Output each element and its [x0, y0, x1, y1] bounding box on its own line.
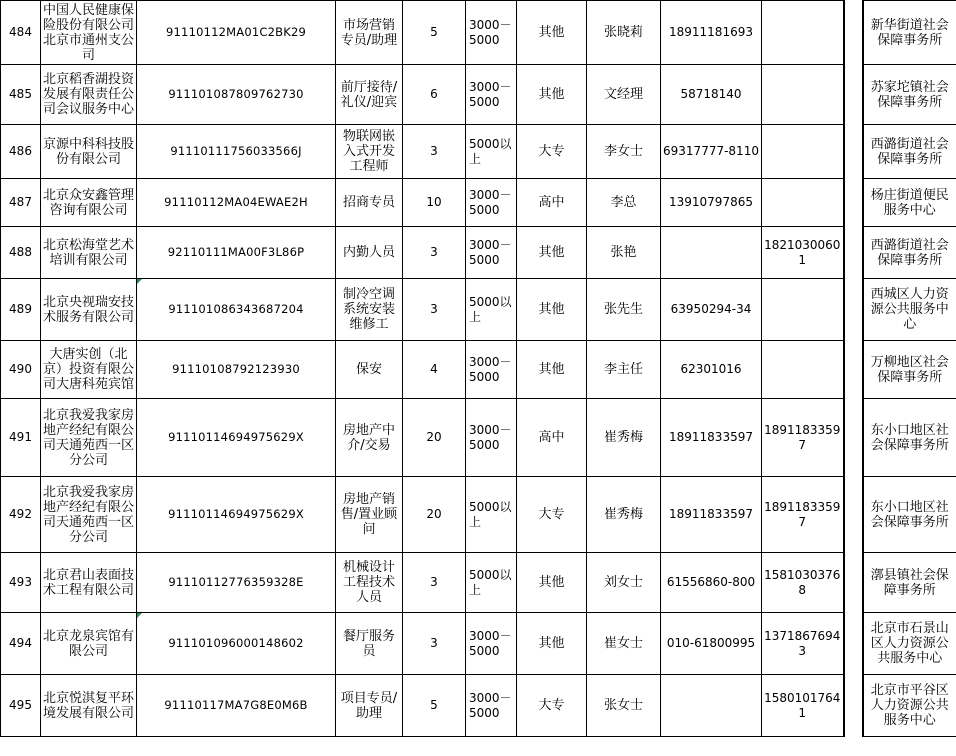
salary-cell[interactable]	[466, 1, 517, 65]
credit-code-cell[interactable]	[137, 179, 336, 227]
position-cell[interactable]	[336, 399, 403, 477]
cell-text: 3000－5000	[469, 187, 512, 217]
cell-text: 机械设计工程技术人员	[342, 560, 395, 605]
cell-text: 大专	[538, 144, 565, 159]
credit-code-cell[interactable]	[137, 399, 336, 477]
cell-text: 崔秀梅	[603, 507, 643, 522]
cell-text: 488	[9, 245, 32, 259]
cell-text: 崔秀梅	[603, 430, 643, 445]
service-office-cell[interactable]	[863, 1, 956, 65]
mobile-cell[interactable]	[762, 399, 844, 477]
position-cell[interactable]	[336, 675, 403, 737]
blank-column-cell[interactable]	[844, 477, 863, 553]
mobile-cell[interactable]	[762, 1, 844, 65]
education-cell[interactable]	[517, 675, 587, 737]
contact-person-cell[interactable]	[587, 399, 661, 477]
table-row	[1, 179, 956, 227]
contact-person-cell[interactable]	[587, 675, 661, 737]
company-name-cell[interactable]	[41, 553, 137, 613]
cell-text: 李女士	[603, 144, 643, 159]
cell-text: 91110114694975629X	[168, 430, 304, 444]
cell-text: 18911833597	[764, 422, 841, 452]
education-cell[interactable]	[517, 227, 587, 279]
cell-text: 911101086343687204	[168, 302, 304, 316]
service-office-cell[interactable]	[863, 341, 956, 399]
cell-text: 崔女士	[603, 636, 643, 651]
phone-cell[interactable]	[661, 613, 762, 675]
education-cell[interactable]	[517, 65, 587, 125]
position-cell[interactable]	[336, 341, 403, 399]
row-number-cell[interactable]	[1, 125, 41, 179]
cell-text: 李总	[610, 195, 637, 210]
cell-text: 13910797865	[669, 195, 753, 209]
blank-column-cell[interactable]	[844, 341, 863, 399]
row-number-cell[interactable]	[1, 477, 41, 553]
cell-comment-marker-icon	[137, 279, 142, 284]
education-cell[interactable]	[517, 477, 587, 553]
cell-text: 494	[9, 636, 32, 650]
table-row	[1, 125, 956, 179]
cell-text: 张艳	[610, 245, 637, 260]
cell-text: 911101087809762730	[168, 87, 304, 101]
cell-text: 5000以上	[469, 136, 512, 166]
company-name-cell[interactable]	[41, 1, 137, 65]
position-cell[interactable]	[336, 125, 403, 179]
table-row	[1, 477, 956, 553]
contact-person-cell[interactable]	[587, 179, 661, 227]
cell-text: 李主任	[603, 362, 643, 377]
cell-text: 张先生	[603, 302, 643, 317]
cell-text: 15810303768	[764, 567, 841, 597]
cell-text: 18911181693	[669, 25, 753, 39]
phone-cell[interactable]	[661, 399, 762, 477]
cell-text: 3000－5000	[469, 237, 512, 267]
cell-text: 其他	[538, 25, 565, 40]
salary-cell[interactable]	[466, 553, 517, 613]
headcount-cell[interactable]	[403, 399, 466, 477]
blank-column-cell[interactable]	[844, 65, 863, 125]
row-number-cell[interactable]	[1, 553, 41, 613]
table-row	[1, 227, 956, 279]
cell-text: 493	[9, 575, 32, 589]
headcount-cell[interactable]	[403, 613, 466, 675]
salary-cell[interactable]	[466, 675, 517, 737]
salary-cell[interactable]	[466, 613, 517, 675]
company-name-cell[interactable]	[41, 477, 137, 553]
cell-text: 18911833597	[669, 507, 753, 521]
table-row	[1, 65, 956, 125]
cell-text: 其他	[538, 575, 565, 590]
contact-person-cell[interactable]	[587, 613, 661, 675]
table-row	[1, 675, 956, 737]
cell-text: 东小口地区社会保障事务所	[870, 499, 949, 530]
mobile-cell[interactable]	[762, 227, 844, 279]
cell-text: 495	[9, 698, 32, 712]
phone-cell[interactable]	[661, 1, 762, 65]
cell-text: 20	[426, 430, 442, 444]
cell-text: 其他	[538, 362, 565, 377]
cell-text: 5	[430, 698, 438, 712]
phone-cell[interactable]	[661, 553, 762, 613]
cell-text: 北京悦淇复平环境发展有限公司	[42, 690, 134, 721]
cell-text: 大唐实创（北京）投资有限公司大唐科苑宾馆	[42, 347, 134, 392]
education-cell[interactable]	[517, 399, 587, 477]
headcount-cell[interactable]	[403, 227, 466, 279]
mobile-cell[interactable]	[762, 675, 844, 737]
cell-text: 3000－5000	[469, 79, 512, 109]
cell-text: 91110112MA01C2BK29	[166, 25, 306, 39]
mobile-cell[interactable]	[762, 65, 844, 125]
row-number-cell[interactable]	[1, 65, 41, 125]
cell-text: 其他	[538, 302, 565, 317]
cell-text: 张女士	[603, 698, 643, 713]
cell-text: 3000－5000	[469, 17, 512, 47]
blank-column-cell[interactable]	[844, 1, 863, 65]
mobile-cell[interactable]	[762, 341, 844, 399]
row-number-cell[interactable]	[1, 179, 41, 227]
mobile-cell[interactable]	[762, 477, 844, 553]
blank-column-cell[interactable]	[844, 179, 863, 227]
cell-text: 5000以上	[469, 499, 512, 529]
company-name-cell[interactable]	[41, 227, 137, 279]
position-cell[interactable]	[336, 1, 403, 65]
credit-code-cell[interactable]	[137, 125, 336, 179]
cell-text: 北京龙泉宾馆有限公司	[42, 628, 134, 659]
cell-text: 63950294-34	[670, 302, 752, 316]
mobile-cell[interactable]	[762, 553, 844, 613]
table-row	[1, 553, 956, 613]
contact-person-cell[interactable]	[587, 65, 661, 125]
blank-column-cell[interactable]	[844, 279, 863, 341]
phone-cell[interactable]	[661, 227, 762, 279]
blank-column-cell[interactable]	[844, 125, 863, 179]
cell-text: 3	[430, 245, 438, 259]
cell-text: 4	[430, 362, 438, 376]
row-number-cell[interactable]	[1, 613, 41, 675]
education-cell[interactable]	[517, 341, 587, 399]
phone-cell[interactable]	[661, 125, 762, 179]
cell-text: 北京我爱我家房地产经纪有限公司天通苑西一区分公司	[42, 407, 134, 468]
salary-cell[interactable]	[466, 227, 517, 279]
cell-text: 西潞街道社会保障事务所	[870, 237, 949, 268]
cell-text: 13718676943	[764, 628, 841, 658]
service-office-cell[interactable]	[863, 179, 956, 227]
cell-text: 物联网嵌入式开发工程师	[342, 129, 395, 174]
cell-text: 京源中科科技股份有限公司	[42, 136, 134, 167]
service-office-cell[interactable]	[863, 279, 956, 341]
cell-text: 招商专员	[342, 195, 395, 210]
cell-text: 大专	[538, 507, 565, 522]
cell-text: 010-61800995	[666, 636, 756, 650]
cell-text: 张晓莉	[603, 25, 643, 40]
cell-text: 15801017641	[764, 690, 841, 720]
cell-text: 西城区人力资源公共服务中心	[870, 287, 949, 332]
credit-code-cell[interactable]	[137, 1, 336, 65]
cell-comment-marker-icon	[137, 613, 142, 618]
service-office-cell[interactable]	[863, 613, 956, 675]
cell-text: 487	[9, 195, 32, 209]
cell-text: 北京市平谷区人力资源公共服务中心	[870, 683, 949, 728]
cell-text: 20	[426, 507, 442, 521]
company-name-cell[interactable]	[41, 399, 137, 477]
cell-text: 484	[9, 25, 32, 39]
position-cell[interactable]	[336, 279, 403, 341]
position-cell[interactable]	[336, 477, 403, 553]
contact-person-cell[interactable]	[587, 227, 661, 279]
cell-text: 西潞街道社会保障事务所	[870, 136, 949, 167]
cell-text: 911101096000148602	[168, 636, 304, 650]
service-office-cell[interactable]	[863, 227, 956, 279]
company-name-cell[interactable]	[41, 125, 137, 179]
row-number-cell[interactable]	[1, 279, 41, 341]
headcount-cell[interactable]	[403, 553, 466, 613]
headcount-cell[interactable]	[403, 125, 466, 179]
cell-text: 北京君山表面技术工程有限公司	[42, 567, 134, 598]
cell-text: 内勤人员	[342, 245, 395, 260]
cell-text: 91110117MA7G8E0M6B	[164, 698, 308, 712]
phone-cell[interactable]	[661, 341, 762, 399]
cell-text: 18210300601	[764, 237, 841, 267]
cell-text: 91110114694975629X	[168, 507, 304, 521]
cell-text: 保安	[355, 362, 382, 377]
company-name-cell[interactable]	[41, 341, 137, 399]
cell-text: 91110111756033566J	[170, 144, 302, 158]
cell-text: 61556860-800	[666, 575, 756, 589]
cell-text: 北京我爱我家房地产经纪有限公司天通苑西一区分公司	[42, 484, 134, 545]
cell-text: 5000以上	[469, 294, 512, 324]
cell-text: 北京稻香湖投资发展有限责任公司会议服务中心	[42, 72, 134, 117]
contact-person-cell[interactable]	[587, 477, 661, 553]
headcount-cell[interactable]	[403, 675, 466, 737]
cell-text: 5000以上	[469, 567, 512, 597]
mobile-cell[interactable]	[762, 613, 844, 675]
cell-text: 万柳地区社会保障事务所	[870, 354, 949, 385]
position-cell[interactable]	[336, 179, 403, 227]
contact-person-cell[interactable]	[587, 125, 661, 179]
cell-text: 其他	[538, 87, 565, 102]
cell-text: 92110111MA00F3L86P	[167, 245, 305, 259]
headcount-cell[interactable]	[403, 341, 466, 399]
blank-column-cell[interactable]	[844, 399, 863, 477]
blank-column-cell[interactable]	[844, 227, 863, 279]
education-cell[interactable]	[517, 553, 587, 613]
cell-text: 489	[9, 302, 32, 316]
headcount-cell[interactable]	[403, 1, 466, 65]
row-number-cell[interactable]	[1, 1, 41, 65]
cell-text: 10	[426, 195, 442, 209]
cell-text: 北京央视瑞安技术服务有限公司	[42, 294, 134, 325]
cell-text: 文经理	[603, 87, 643, 102]
service-office-cell[interactable]	[863, 477, 956, 553]
phone-cell[interactable]	[661, 179, 762, 227]
cell-text: 91110108792123930	[172, 362, 300, 376]
credit-code-cell[interactable]	[137, 553, 336, 613]
credit-code-cell[interactable]	[137, 675, 336, 737]
cell-text: 3000－5000	[469, 422, 512, 452]
table-row	[1, 1, 956, 65]
cell-text: 3000－5000	[469, 628, 512, 658]
table-row	[1, 279, 956, 341]
cell-text: 485	[9, 87, 32, 101]
cell-text: 高中	[538, 195, 565, 210]
cell-text: 漷县镇社会保障事务所	[870, 567, 949, 598]
cell-text: 3	[430, 636, 438, 650]
credit-code-cell[interactable]	[137, 227, 336, 279]
position-cell[interactable]	[336, 553, 403, 613]
cell-text: 其他	[538, 636, 565, 651]
service-office-cell[interactable]	[863, 553, 956, 613]
company-name-cell[interactable]	[41, 179, 137, 227]
salary-cell[interactable]	[466, 279, 517, 341]
company-name-cell[interactable]	[41, 613, 137, 675]
education-cell[interactable]	[517, 125, 587, 179]
table-row	[1, 341, 956, 399]
phone-cell[interactable]	[661, 477, 762, 553]
position-cell[interactable]	[336, 65, 403, 125]
cell-text: 69317777-8110	[663, 144, 759, 158]
cell-text: 18911833597	[764, 499, 841, 529]
row-number-cell[interactable]	[1, 227, 41, 279]
mobile-cell[interactable]	[762, 279, 844, 341]
cell-text: 5	[430, 25, 438, 39]
cell-text: 房地产中介/交易	[342, 422, 395, 453]
salary-cell[interactable]	[466, 65, 517, 125]
cell-text: 项目专员/助理	[340, 690, 398, 721]
headcount-cell[interactable]	[403, 65, 466, 125]
credit-code-cell[interactable]	[137, 477, 336, 553]
company-name-cell[interactable]	[41, 65, 137, 125]
cell-text: 3	[430, 144, 438, 158]
table-row	[1, 613, 956, 675]
cell-text: 3	[430, 302, 438, 316]
education-cell[interactable]	[517, 1, 587, 65]
contact-person-cell[interactable]	[587, 279, 661, 341]
row-number-cell[interactable]	[1, 675, 41, 737]
cell-text: 北京市石景山区人力资源公共服务中心	[870, 621, 949, 666]
company-name-cell[interactable]	[41, 675, 137, 737]
contact-person-cell[interactable]	[587, 341, 661, 399]
cell-text: 91110112MA04EWAE2H	[164, 195, 308, 209]
salary-cell[interactable]	[466, 179, 517, 227]
headcount-cell[interactable]	[403, 179, 466, 227]
phone-cell[interactable]	[661, 279, 762, 341]
contact-person-cell[interactable]	[587, 553, 661, 613]
salary-cell[interactable]	[466, 477, 517, 553]
mobile-cell[interactable]	[762, 179, 844, 227]
mobile-cell[interactable]	[762, 125, 844, 179]
cell-text: 刘女士	[603, 575, 643, 590]
cell-text: 3	[430, 575, 438, 589]
salary-cell[interactable]	[466, 125, 517, 179]
cell-text: 大专	[538, 698, 565, 713]
cell-text: 新华街道社会保障事务所	[870, 17, 949, 48]
cell-text: 492	[9, 507, 32, 521]
cell-text: 91110112776359328E	[168, 575, 304, 589]
cell-text: 前厅接待/礼仪/迎宾	[340, 79, 398, 110]
cell-text: 58718140	[680, 87, 742, 101]
row-number-cell[interactable]	[1, 399, 41, 477]
education-cell[interactable]	[517, 613, 587, 675]
headcount-cell[interactable]	[403, 279, 466, 341]
education-cell[interactable]	[517, 279, 587, 341]
education-cell[interactable]	[517, 179, 587, 227]
blank-column-cell[interactable]	[844, 675, 863, 737]
cell-text: 62301016	[680, 362, 742, 376]
headcount-cell[interactable]	[403, 477, 466, 553]
cell-text: 18911833597	[669, 430, 753, 444]
cell-text: 高中	[538, 430, 565, 445]
position-cell[interactable]	[336, 613, 403, 675]
phone-cell[interactable]	[661, 675, 762, 737]
credit-code-cell[interactable]	[137, 341, 336, 399]
credit-code-cell[interactable]	[137, 613, 336, 675]
row-number-cell[interactable]	[1, 341, 41, 399]
cell-text: 制冷空调系统安装维修工	[342, 287, 395, 332]
service-office-cell[interactable]	[863, 65, 956, 125]
cell-text: 中国人民健康保险股份有限公司北京市通州支公司	[42, 2, 134, 63]
cell-text: 房地产销售/置业顾问	[340, 492, 398, 537]
blank-column-cell[interactable]	[844, 613, 863, 675]
cell-text: 3000－5000	[469, 354, 512, 384]
cell-text: 3000－5000	[469, 690, 512, 720]
table-row	[1, 399, 956, 477]
company-name-cell[interactable]	[41, 279, 137, 341]
salary-cell[interactable]	[466, 399, 517, 477]
cell-text: 北京松海堂艺术培训有限公司	[42, 237, 134, 268]
cell-text: 市场营销专员/助理	[340, 17, 398, 48]
credit-code-cell[interactable]	[137, 65, 336, 125]
cell-text: 餐厅服务员	[342, 628, 395, 659]
contact-person-cell[interactable]	[587, 1, 661, 65]
cell-text: 486	[9, 144, 32, 158]
phone-cell[interactable]	[661, 65, 762, 125]
service-office-cell[interactable]	[863, 125, 956, 179]
cell-text: 东小口地区社会保障事务所	[870, 422, 949, 453]
cell-text: 490	[9, 362, 32, 376]
cell-text: 491	[9, 430, 32, 444]
service-office-cell[interactable]	[863, 675, 956, 737]
service-office-cell[interactable]	[863, 399, 956, 477]
salary-cell[interactable]	[466, 341, 517, 399]
cell-text: 6	[430, 87, 438, 101]
credit-code-cell[interactable]	[137, 279, 336, 341]
cell-text: 其他	[538, 245, 565, 260]
blank-column-cell[interactable]	[844, 553, 863, 613]
cell-text: 杨庄街道便民服务中心	[870, 187, 949, 218]
cell-text: 苏家坨镇社会保障事务所	[870, 79, 949, 110]
position-cell[interactable]	[336, 227, 403, 279]
cell-text: 北京众安鑫管理咨询有限公司	[42, 187, 134, 218]
